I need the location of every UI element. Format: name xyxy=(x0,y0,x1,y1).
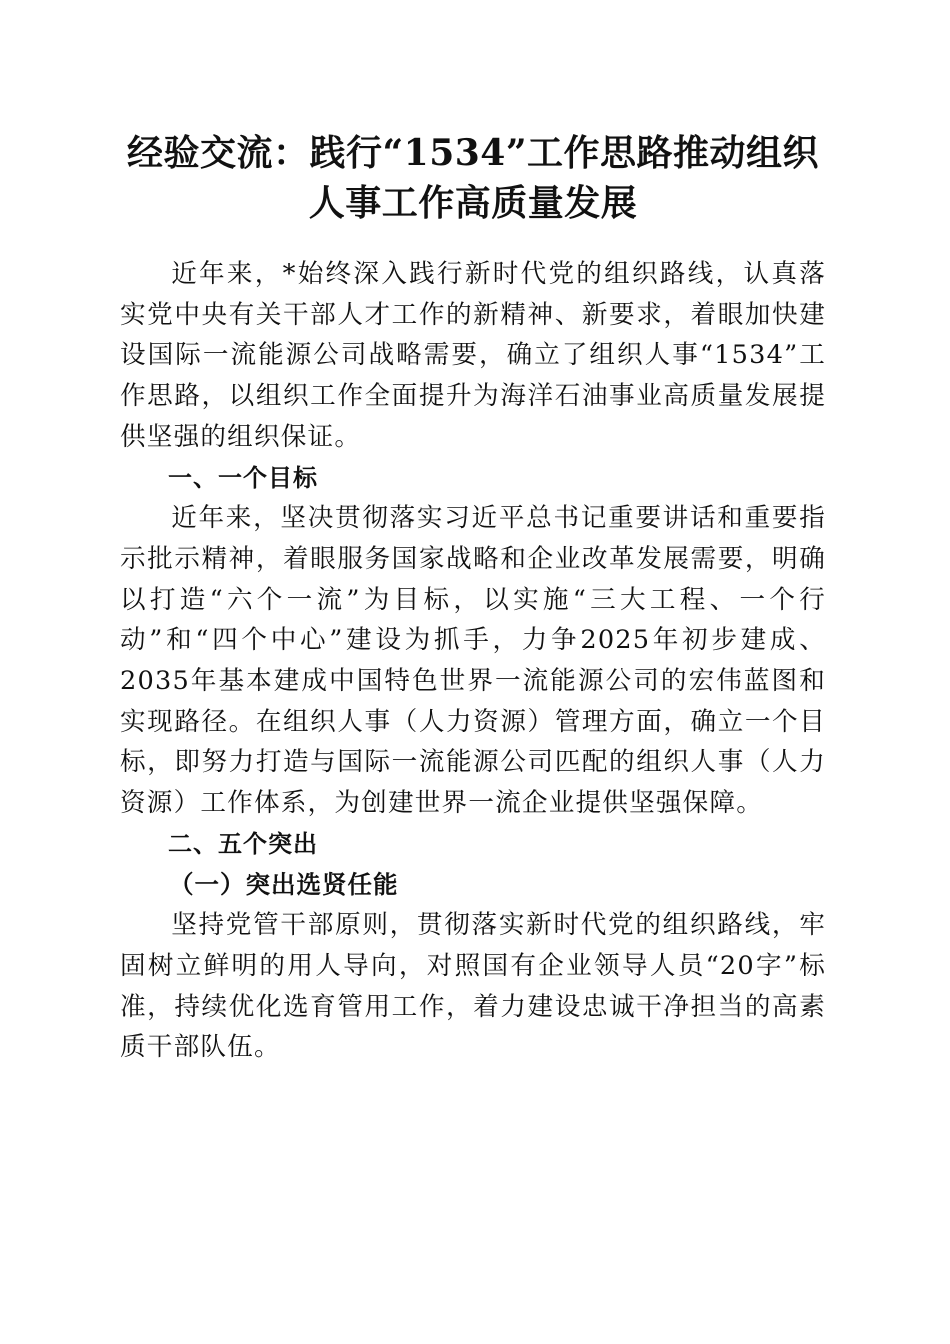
section-1-heading: 一、一个目标 xyxy=(168,463,318,492)
section-1-paragraph: 近年来，坚决贯彻落实习近平总书记重要讲话和重要指示批示精神，着眼服务国家战略和企业改革发展需要，明确以打造“六个一流”为目标，以实施“三大工程、一个行动”和“四个中心”建设为抓手，力争2025年初步建成、2035年基本建成中国特色世界一流能源公司的宏伟蓝图和实现路径。在组织人事（人力资源）管理方面，确立一个目标，即努力打造与国际一流能源公司匹配的组织人事（人力资源）工作体系，为创建世界一流企业提供坚强保障。 xyxy=(120,503,826,819)
document-page xyxy=(120,128,826,1068)
section-2-1-heading: （一）突出选贤任能 xyxy=(169,869,399,899)
intro-paragraph: 近年来，*始终深入践行新时代党的组织路线，认真落实党中央有关干部人才工作的新精神、新要求，着眼加快建设国际一流能源公司战略需要，确立了组织人事“1534”工作思路，以组织工作全面提升为海洋石油事业高质量发展提供坚强的组织保证。 xyxy=(120,259,826,452)
section-2-heading: 二、五个突出 xyxy=(168,829,318,858)
document-title: 经验交流：践行“1534”工作思路推动组织人事工作高质量发展 xyxy=(126,132,820,224)
section-2-1-paragraph: 坚持党管干部原则，贯彻落实新时代党的组织路线，牢固树立鲜明的用人导向，对照国有企业领导人员“20字”标准，持续优化选育管用工作，着力建设忠诚干净担当的高素质干部队伍。 xyxy=(120,910,826,1063)
